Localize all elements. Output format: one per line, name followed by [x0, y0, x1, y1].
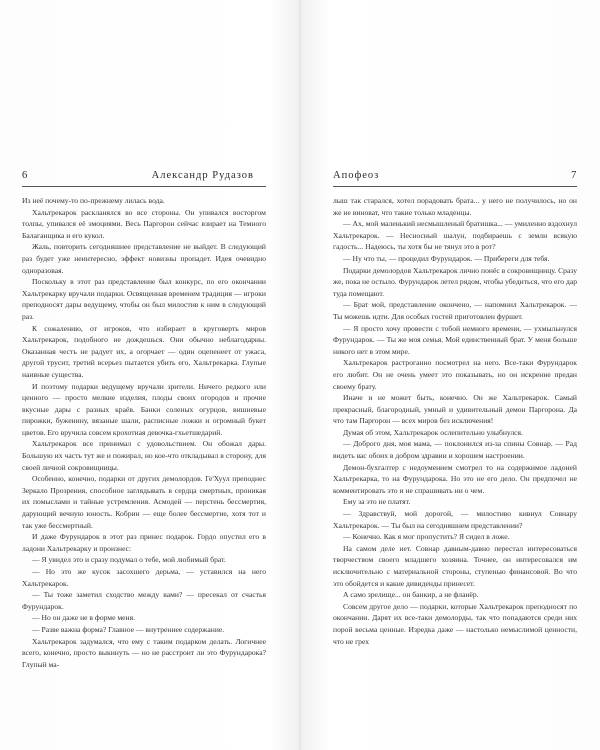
right-page-text: [333, 195, 577, 647]
paragraph: — Я увидел это и сразу подумал о тебе, мой любимый брат.: [32, 555, 226, 565]
paragraph: Поскольку в этот раз представление был конкурс, по его окончании Хальтрекарку вручали подарки. Освященная временем традиция — игроки преподносят дары ведущему, чтобы он был милостив к ним в следующий раз.: [22, 277, 266, 321]
paragraph: К сожалению, от игроков, что избирает в круговерть миров Хальтрекарок, подобного не дождешься. Они обычно неблагодарны. Оказанная честь не радует их, а огорчает — один оцепенеет от ужаса, другой трусит, третий всерьез пытается убить его, Хальтрекарка. Глупые наивные существа.: [22, 323, 266, 379]
paragraph: Особенно, конечно, подарки от других демолордов. Ге'Хуул преподнес Зеркало Прозрения, способное заглядывать в сердца смертных, проникая их помыслами и тайные устремления. Асмодей — перстень бессмертия, дарующий вечную юность. Кобрин — еще более бессмертие, хотя тот и так уже бессмертный.: [22, 474, 266, 530]
paragraph: И поэтому подарки ведущему вручали зрители. Ничего редкого или ценного — просто мелкие изделия, плоды своих огородов и прочие вкусные дары с разных краёв. Банки соленых огурцов, вишневые пирожки, буженину, вязаные шали, расписные ложки и огромный букет цветов. Его вручила совсем крохотная девочка-гхьетшедарий.: [22, 381, 266, 437]
paragraph: Хальтрекарок задумался, что ему с таким подарком делать. Логичнее всего, конечно, просто выкинуть — но не расстроит ли это Фурундарока? Глупый ма-: [22, 636, 266, 669]
paragraph: — Но он даже не в форме меня.: [32, 613, 136, 623]
paragraph: Думая об этом, Хальтрекарок ослепительно улыбнулся.: [343, 427, 523, 437]
paragraph: — Конечно. Как я мог пропустить? Я сидел в ложе.: [343, 532, 510, 542]
paragraph: Хальтрекарок все принимал с удовольствием. Он обожал дары. Большую их часть тут же и пожирал, но кое-что откладывал в сторону, для своей личной сокровищницы.: [22, 439, 266, 472]
right-page: [333, 170, 577, 647]
paragraph: Ему за это не платят.: [343, 497, 411, 507]
paragraph: — Ты тоже заметил сходство между вами? — пресекал от счастья Фурундарок.: [22, 590, 266, 611]
paragraph: Иначе и не может быть, конечно. Он же Хальтрекарок. Самый прекрасный, благородный, умный и удивительный демон Паргорона. Да что там Паргорон — всех миров без исключения!: [333, 393, 577, 426]
right-page-number: 7: [571, 170, 577, 181]
paragraph: Совсем другое дело — подарки, которые Хальтрекарок преподносят по окончании. Дарят их все-таки демолорды, так что попадаются среди них порой весьма ценные. Изредка даже — настолько немыслимой ценности, что не грех: [333, 601, 577, 646]
paragraph: — Разве важна форма? Главное — внутреннее содержание.: [32, 624, 225, 634]
paragraph: — Здравствуй, мой дорогой, — милостиво кивнул Совнару Хальтрекарок. — Ты был на сегодняшнем представлении?: [333, 509, 577, 530]
left-running-title: Александр Рудазов: [151, 170, 254, 181]
paragraph: Подарки демолордов Хальтрекарок лично понёс в сокровищницу. Сразу же, пока не остыло. Фурундарок летел рядом, чтобы убедиться, что его дар туда помещают.: [333, 265, 577, 298]
paragraph: — Ну что ты, — процедил Фурундарок. — Прибереги для тебя.: [343, 253, 550, 263]
paragraph: — Брат мой, представление окончено, — напомнил Хальтрекарок. — Ты можешь идти. Для особых гостей приготовлен фуршет.: [333, 300, 577, 321]
paragraph: Жаль, повторить сегодняшнее представление не выйдет. В следующий раз будет уже неинтересно, эффект новизны пропадет. Идея очевидно одноразовая.: [22, 242, 266, 275]
paragraph: — Я просто хочу провести с тобой немного времени, — ухмыльнулся Фурундарок. — Ты же моя семья. Мой единственный брат. У меня больше никого нет в этом мире.: [333, 323, 577, 356]
paragraph: Демон-бухгалтер с недоумением смотрел то на содержимое ладоней Хальтрекарка, то на Фурундарока. Но это не его дело. Он предпочел не комментировать это и не спрашивать ни о чем.: [333, 462, 577, 495]
paragraph: А само зрелище... он банкир, а не фланёр.: [343, 590, 479, 600]
right-running-head: [333, 170, 577, 187]
paragraph: — Доброго дня, моя мама, — поклонился из-за спины Совнар. — Рад видеть вас обоих в добром здравии и хорошем настроении.: [333, 439, 577, 461]
paragraph: — Но это же кусок засохшего дерьма, — уставился на него Хальтрекарок.: [22, 567, 266, 588]
paragraph: И даже Фурундарок в этот раз принес подарок. Гордо опустил его в ладони Хальтрекарку и произнес:: [22, 532, 266, 553]
paragraph: Хальтрекарок растроганно посмотрел на него. Все-таки Фурундарок его любит. Он не очень умеет это показывать, но он искренне предан своему брату.: [333, 358, 577, 391]
right-running-title: Апофеоз: [333, 170, 380, 181]
left-running-head: [22, 170, 266, 187]
paragraph: Из неё почему-то по-прежнему лилась вода.: [22, 196, 165, 205]
left-page: [22, 170, 266, 670]
paragraph: На самом деле нет. Совнар давным-давно перестал интересоваться творчеством своего младшего хозяина. Точнее, он интересовался им исключительно с материальной стороны, ступенью финансовой. Во что это обойдется и какие дивиденды принесет.: [333, 543, 577, 588]
paragraph: — Ах, мой маленький несмышленый братишка... — умиленно вздохнул Хальтрекарок. — Несносный шалун, подбираешь с земли всякую гадость... Надеюсь, ты хотя бы не тянул это в рот?: [333, 219, 577, 252]
left-page-number: 6: [22, 170, 28, 181]
paragraph: лыш так старался, хотел порадовать брата... у него не получилось, но он же не виноват, что такие только младенцы.: [333, 196, 577, 217]
paragraph: Хальтрекарок раскланялся во все стороны. Он упивался восторгом толпы, упивался её эмоциями. Весь Паргорон сейчас взирает на Темного Балаганщика и его кукол.: [22, 207, 266, 240]
left-page-text: [22, 195, 266, 670]
